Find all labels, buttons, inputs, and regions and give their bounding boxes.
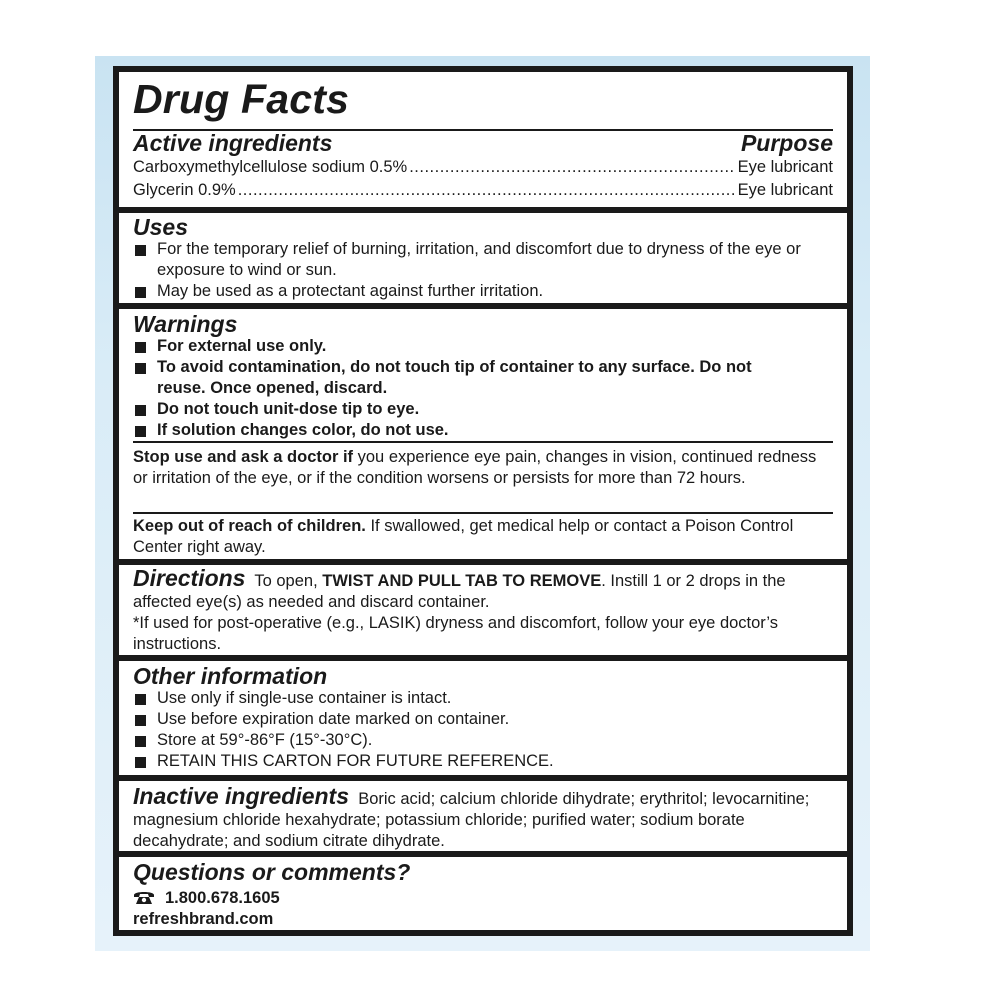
phone-number[interactable]: 1.800.678.1605 [165,889,280,907]
active-ingredients-section [133,131,833,201]
other-info-item: Store at 59°-86°F (15°-30°C). [133,730,833,751]
ingredient-purpose: Eye lubricant [737,181,833,199]
drug-facts-panel [113,66,853,936]
warnings-subdivider [133,512,833,514]
section-divider [119,775,847,781]
questions-section [133,860,833,930]
phone-line [133,888,833,909]
warning-item: For external use only. [133,336,833,357]
ingredient-purpose: Eye lubricant [737,158,833,176]
bullet-square-icon [135,715,146,726]
drug-facts-title: Drug Facts [133,76,350,122]
inactive-ingredients-text: Boric acid; calcium chloride dihydrate; erythritol; levocarnitine; magnesium chloride hexahydrate; potassium chloride; purified water; sodium borate decahydrate; and sodium citrate dihydrate. [133,790,810,850]
active-ingredient-row [133,157,833,178]
warning-item: If solution changes color, do not use. [133,420,833,441]
uses-item: May be used as a protectant against further irritation. [133,281,833,302]
keep-out-lead: Keep out of reach of children. [133,517,366,535]
uses-item: For the temporary relief of burning, irritation, and discomfort due to dryness of the eye or exposure to wind or sun. [133,239,833,281]
warnings-subdivider [133,441,833,443]
bullet-square-icon [135,757,146,768]
telephone-icon [133,890,155,905]
section-divider [119,303,847,309]
ingredient-name: Carboxymethylcellulose sodium 0.5% [133,158,408,176]
bullet-square-icon [135,426,146,437]
inactive-ingredients-section [133,784,833,852]
purpose-heading: Purpose [740,130,833,156]
bullet-square-icon [135,363,146,374]
other-information-section [133,664,833,772]
bullet-square-icon [135,342,146,353]
bullet-square-icon [135,405,146,416]
keep-out-text: If swallowed, get medical help or contact a Poison Control Center right away. [133,517,794,556]
other-info-item: Use only if single-use container is intact. [133,688,833,709]
directions-heading: Directions [133,565,246,591]
bullet-square-icon [135,245,146,256]
directions-note: *If used for post-operative (e.g., LASIK) dryness and discomfort, follow your eye doctor’s instructions. [133,614,779,653]
leader-dots [238,180,736,201]
section-divider [119,207,847,213]
keep-out-paragraph [133,516,833,558]
inactive-ingredients-heading: Inactive ingredients [133,783,350,809]
bullet-square-icon [135,287,146,298]
other-information-heading: Other information [133,663,328,689]
uses-section [133,215,833,302]
bullet-square-icon [135,736,146,747]
leader-dots [409,157,735,178]
warnings-section [133,312,833,441]
warning-item: Do not touch unit-dose tip to eye. [133,399,833,420]
stop-use-text: you experience eye pain, changes in vision, continued redness or irritation of the eye, or if the condition worsens or persists for more than 72 hours. [133,448,817,487]
stop-use-lead: Stop use and ask a doctor if [133,448,354,466]
section-divider [119,655,847,661]
directions-section: Directions To open, TWIST AND PULL TAB TO REMOVE. Instill 1 or 2 drops in the affected eye(s) as needed and discard container. *If used for post-operative (e.g., LASIK) dryness and discomfort, follow your eye doctor’s instructions. [133,566,833,655]
active-ingredients-heading: Active ingredients [133,130,333,156]
uses-heading: Uses [133,214,188,240]
other-info-item: RETAIN THIS CARTON FOR FUTURE REFERENCE. [133,751,833,772]
website-link[interactable]: refreshbrand.com [133,910,274,928]
warnings-heading: Warnings [133,311,238,337]
section-divider [119,851,847,857]
warning-item: To avoid contamination, do not touch tip of container to any surface. Do not reuse. Once opened, discard. [133,357,833,399]
active-ingredient-row [133,180,833,201]
bullet-square-icon [135,694,146,705]
other-info-item: Use before expiration date marked on container. [133,709,833,730]
ingredient-name: Glycerin 0.9% [133,181,236,199]
questions-heading: Questions or comments? [133,859,411,885]
stop-use-paragraph [133,447,833,489]
